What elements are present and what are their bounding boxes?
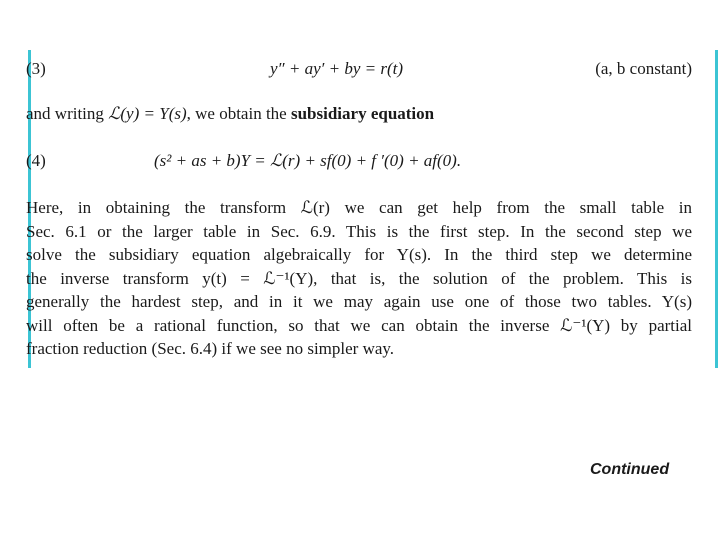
paragraph-line: the inverse transform y(t) = ℒ⁻¹(Y), that is, the solution of the problem. This is	[26, 268, 692, 288]
text-content	[26, 56, 692, 361]
paragraph-line: generally the hardest step, and in it we may again use one of those two tables. Y(s)	[26, 292, 692, 311]
explanation-paragraph	[26, 196, 692, 361]
laplace-expression: ℒ(y) = Y(s)	[108, 104, 187, 123]
equation-4	[26, 148, 692, 174]
subsidiary-equation-term: subsidiary equation	[290, 104, 435, 123]
paragraph-line: fraction reduction (Sec. 6.4) if we see no simpler way.	[26, 339, 395, 358]
paragraph-line: will often be a rational function, so that we can obtain the inverse ℒ⁻¹(Y) by partial	[26, 315, 692, 335]
subsidiary-intro	[26, 102, 692, 126]
continued-label: Continued	[590, 461, 670, 478]
equation-3	[26, 56, 692, 82]
equation-4-number: (4)	[26, 151, 46, 170]
paragraph-line: Here, in obtaining the transform ℒ(r) we can get help from the small table in	[26, 198, 692, 217]
equation-3-note: (a, b constant)	[595, 59, 692, 78]
equation-3-body: y″ + ay′ + by = r(t)	[270, 59, 404, 78]
equation-3-number: (3)	[26, 59, 46, 78]
equation-4-body: (s² + as + b)Y = ℒ(r) + sf(0) + f ′(0) + af(0).	[154, 151, 462, 170]
intro-middle: , we obtain the	[186, 104, 291, 123]
paragraph-line: Sec. 6.1 or the larger table in Sec. 6.9. This is the first step. In the second step we	[26, 221, 692, 241]
intro-prefix: and writing	[26, 104, 109, 123]
paragraph-line: solve the subsidiary equation algebraically for Y(s). In the third step we determine	[26, 245, 692, 264]
